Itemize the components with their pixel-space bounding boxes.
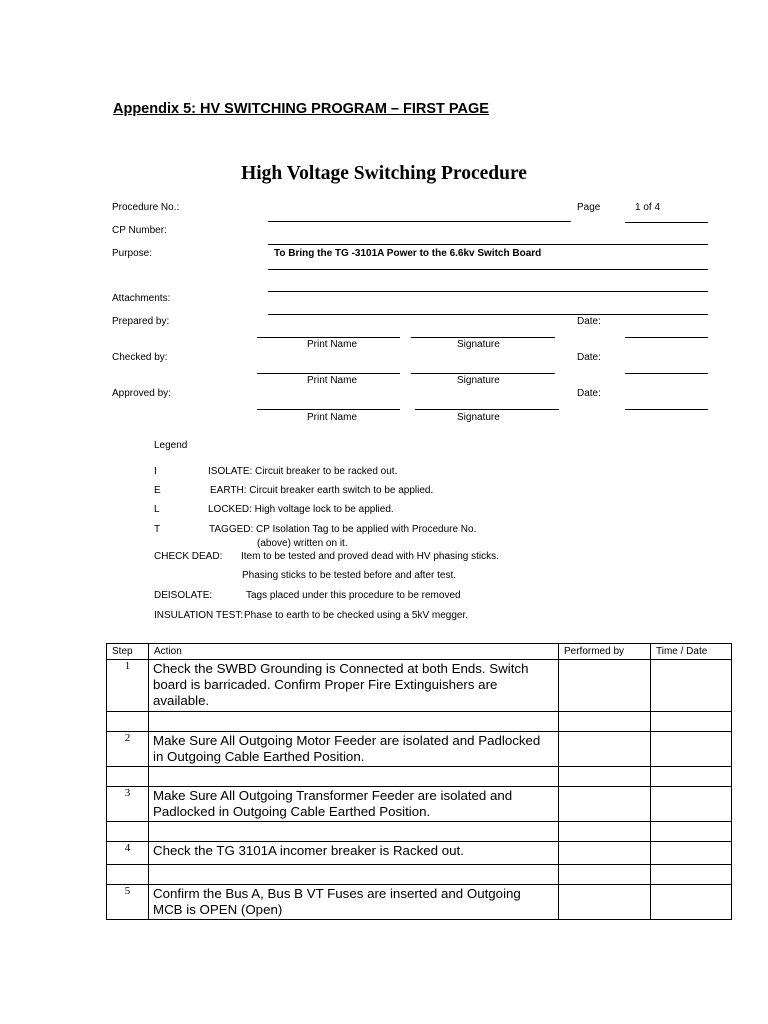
checked-signature-line bbox=[411, 373, 555, 374]
legend-text-tagged-cont: (above) written on it. bbox=[257, 538, 348, 549]
step-number: 3 bbox=[107, 787, 149, 822]
prepared-date-line bbox=[625, 337, 708, 338]
table-row-spacer bbox=[107, 822, 732, 842]
legend-code-t: T bbox=[154, 524, 161, 535]
time-date-header: Time / Date bbox=[651, 644, 732, 660]
performed-by-header: Performed by bbox=[559, 644, 651, 660]
performed-by-cell[interactable] bbox=[559, 660, 651, 712]
steps-table bbox=[106, 643, 732, 920]
table-row bbox=[107, 787, 732, 822]
performed-by-cell[interactable] bbox=[559, 732, 651, 767]
step-action: Make Sure All Outgoing Transformer Feeder are isolated and Padlocked in Outgoing Cable Earthed Position. bbox=[149, 787, 559, 822]
prepared-print-line bbox=[257, 337, 400, 338]
purpose-line-2 bbox=[268, 291, 708, 292]
performed-by-cell[interactable] bbox=[559, 885, 651, 920]
purpose-label: Purpose: bbox=[112, 248, 153, 259]
legend-check-dead-label: CHECK DEAD: bbox=[154, 551, 223, 562]
legend-text-isolate: ISOLATE: Circuit breaker to be racked out. bbox=[208, 466, 398, 477]
performed-by-cell[interactable] bbox=[559, 842, 651, 865]
step-header: Step bbox=[107, 644, 149, 660]
legend-text-tagged: TAGGED: CP Isolation Tag to be applied with Procedure No. bbox=[209, 524, 477, 535]
performed-by-cell[interactable] bbox=[559, 787, 651, 822]
approved-by-label: Approved by: bbox=[112, 388, 171, 399]
table-row bbox=[107, 732, 732, 767]
time-date-cell[interactable] bbox=[651, 885, 732, 920]
approved-date-line bbox=[625, 409, 708, 410]
legend-insulation-label: INSULATION TEST: bbox=[154, 610, 244, 621]
step-number: 1 bbox=[107, 660, 149, 712]
action-header: Action bbox=[149, 644, 559, 660]
checked-print-name-label: Print Name bbox=[307, 375, 358, 386]
time-date-cell[interactable] bbox=[651, 842, 732, 865]
legend-deisolate-text: Tags placed under this procedure to be removed bbox=[246, 590, 461, 601]
approved-date-label: Date: bbox=[577, 388, 601, 399]
document-title: High Voltage Switching Procedure bbox=[241, 163, 527, 184]
table-row bbox=[107, 885, 732, 920]
page-line bbox=[625, 222, 708, 223]
step-action: Check the TG 3101A incomer breaker is Racked out. bbox=[149, 842, 559, 865]
prepared-by-label: Prepared by: bbox=[112, 316, 170, 327]
cp-number-label: CP Number: bbox=[112, 225, 167, 236]
prepared-print-name-label: Print Name bbox=[307, 339, 358, 350]
legend-code-l: L bbox=[154, 504, 160, 515]
checked-by-label: Checked by: bbox=[112, 352, 168, 363]
legend-text-locked: LOCKED: High voltage lock to be applied. bbox=[208, 504, 394, 515]
prepared-signature-label: Signature bbox=[457, 339, 500, 350]
table-row-spacer bbox=[107, 865, 732, 885]
legend-heading: Legend bbox=[154, 440, 188, 451]
table-row-spacer bbox=[107, 712, 732, 732]
step-action: Make Sure All Outgoing Motor Feeder are isolated and Padlocked in Outgoing Cable Earthed Position. bbox=[149, 732, 559, 767]
page-value: 1 of 4 bbox=[635, 202, 661, 213]
step-number: 5 bbox=[107, 885, 149, 920]
checked-date-label: Date: bbox=[577, 352, 601, 363]
table-row bbox=[107, 842, 732, 865]
procedure-no-line bbox=[268, 221, 571, 222]
appendix-heading: Appendix 5: HV SWITCHING PROGRAM – FIRST PAGE bbox=[113, 101, 489, 117]
step-action: Check the SWBD Grounding is Connected at both Ends. Switch board is barricaded. Confirm Proper Fire Extinguishers are available. bbox=[149, 660, 559, 712]
approved-signature-line bbox=[415, 409, 559, 410]
legend-insulation-text: Phase to earth to be checked using a 5kV megger. bbox=[244, 610, 469, 621]
attachments-label: Attachments: bbox=[112, 293, 171, 304]
time-date-cell[interactable] bbox=[651, 787, 732, 822]
checked-signature-label: Signature bbox=[457, 375, 500, 386]
table-header-row bbox=[107, 644, 732, 660]
time-date-cell[interactable] bbox=[651, 732, 732, 767]
prepared-date-label: Date: bbox=[577, 316, 601, 327]
legend-text-earth: EARTH: Circuit breaker earth switch to be applied. bbox=[210, 485, 434, 496]
legend-check-dead-text: Item to be tested and proved dead with HV phasing sticks. bbox=[241, 551, 499, 562]
step-number: 2 bbox=[107, 732, 149, 767]
page-label: Page bbox=[577, 202, 601, 213]
step-number: 4 bbox=[107, 842, 149, 865]
purpose-line-1 bbox=[268, 269, 708, 270]
legend-check-dead-text-2: Phasing sticks to be tested before and after test. bbox=[242, 570, 457, 581]
prepared-signature-line bbox=[411, 337, 555, 338]
checked-date-line bbox=[625, 373, 708, 374]
legend-deisolate-label: DEISOLATE: bbox=[154, 590, 213, 601]
checked-print-line bbox=[257, 373, 400, 374]
approved-print-line bbox=[257, 409, 400, 410]
legend-code-i: I bbox=[154, 466, 157, 477]
purpose-value: To Bring the TG -3101A Power to the 6.6kv Switch Board bbox=[274, 248, 542, 259]
table-row-spacer bbox=[107, 767, 732, 787]
time-date-cell[interactable] bbox=[651, 660, 732, 712]
procedure-no-label: Procedure No.: bbox=[112, 202, 180, 213]
cp-number-line bbox=[268, 244, 708, 245]
table-row bbox=[107, 660, 732, 712]
step-action: Confirm the Bus A, Bus B VT Fuses are inserted and Outgoing MCB is OPEN (Open) bbox=[149, 885, 559, 920]
attachments-line bbox=[268, 314, 708, 315]
approved-signature-label: Signature bbox=[457, 412, 500, 423]
approved-print-name-label: Print Name bbox=[307, 412, 358, 423]
legend-code-e: E bbox=[154, 485, 161, 496]
